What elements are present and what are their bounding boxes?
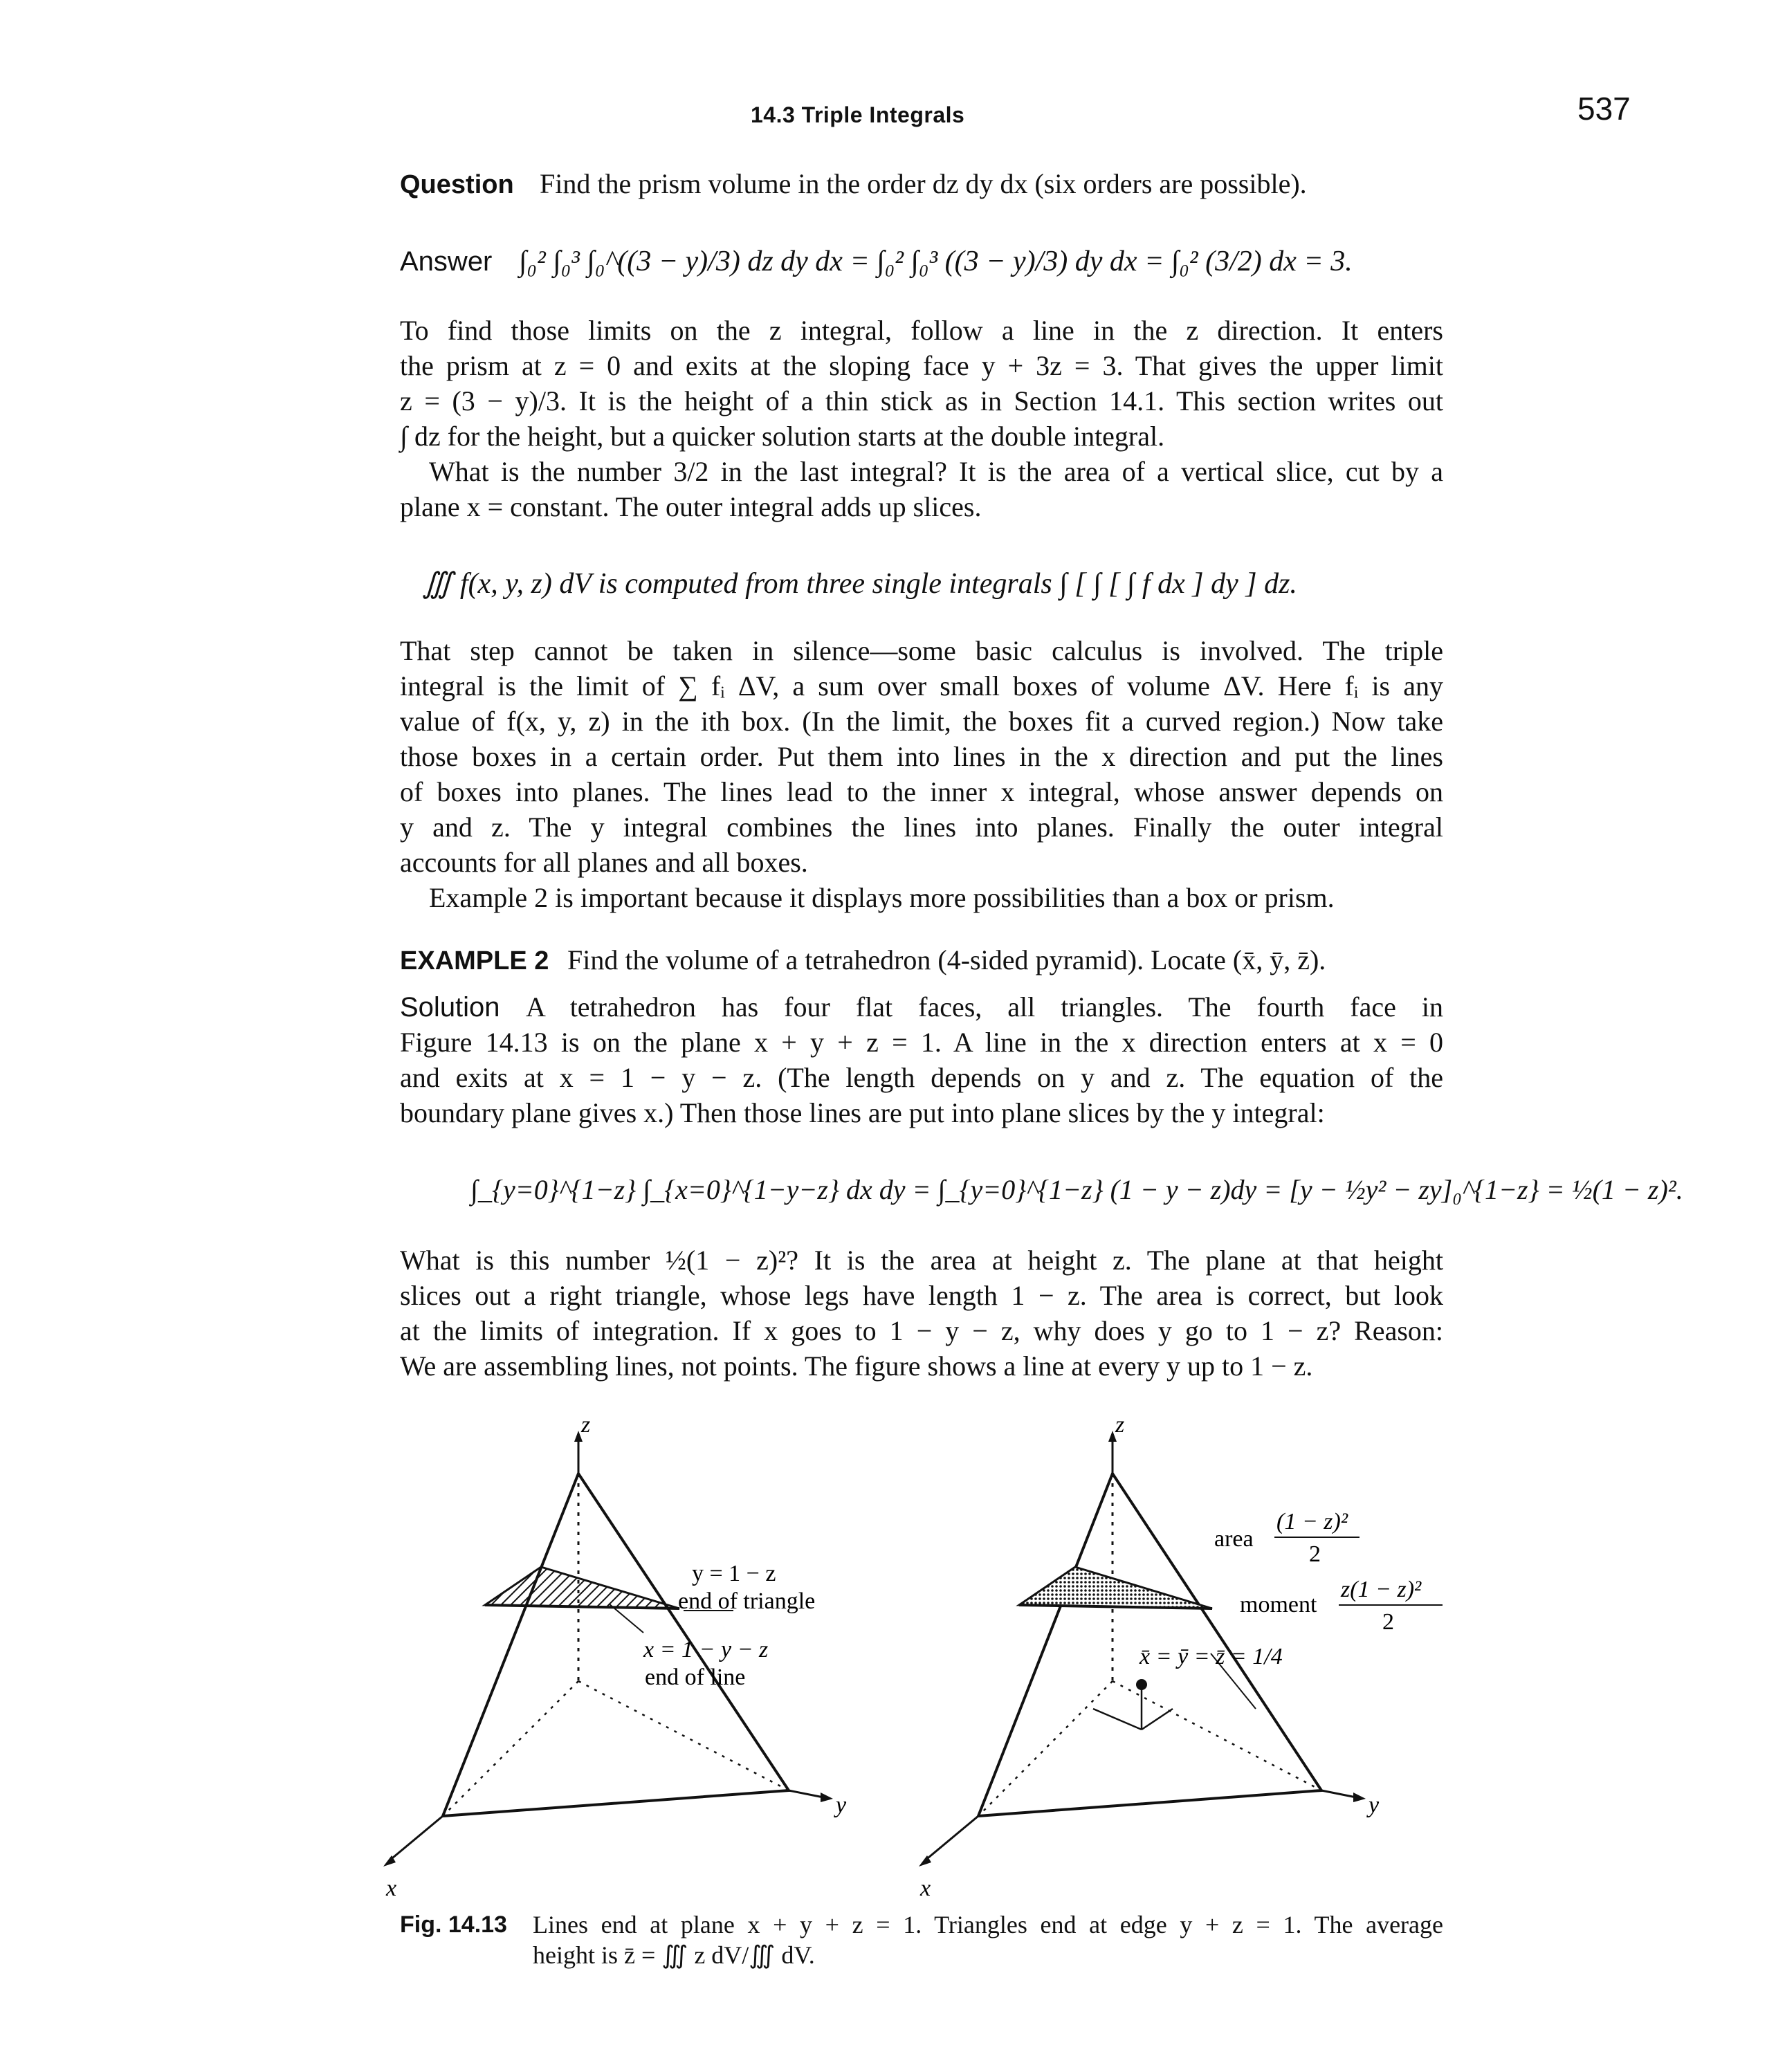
right-moment-num: z(1 − z)² xyxy=(1341,1577,1422,1602)
figure-caption-label: Fig. 14.13 xyxy=(400,1911,507,1938)
text-line: at the limits of integration. If x goes to 1 − y − z, why does y go to 1 − z? Reason: xyxy=(400,1315,1443,1346)
right-y-arrow xyxy=(1353,1793,1366,1802)
text-line: That step cannot be taken in silence—some basic calculus is involved. The triple xyxy=(400,635,1443,666)
paragraph-example-intro: Example 2 is important because it displays more possibilities than a box or prism. xyxy=(429,882,1335,913)
figure-14-13 xyxy=(374,1418,1481,1896)
left-label-z: z xyxy=(581,1418,591,1438)
running-header: 14.3 Triple Integrals xyxy=(751,102,965,127)
left-y-arrow xyxy=(821,1793,833,1802)
left-hidden-x xyxy=(443,1681,578,1816)
right-x-axis xyxy=(924,1816,978,1861)
text-line: accounts for all planes and all boxes. xyxy=(400,847,808,878)
left-y-axis xyxy=(789,1790,823,1797)
right-tetrahedron xyxy=(919,1418,1443,1896)
text-line: those boxes in a certain order. Put them into lines in the x direction and put the lines xyxy=(400,741,1443,772)
display-equation: ∭ f(x, y, z) dV is computed from three single integrals ∫ [ ∫ [ ∫ f dx ] dy ] dz. xyxy=(422,568,1297,600)
left-triangle-slice xyxy=(485,1567,679,1608)
example-label: EXAMPLE 2 xyxy=(400,946,549,975)
solution-label: Solution xyxy=(400,992,500,1023)
text-line: y and z. The y integral combines the lines into planes. Finally the outer integral xyxy=(400,812,1443,843)
question-label: Question xyxy=(400,170,514,199)
right-area-word: area xyxy=(1214,1526,1254,1552)
text-line: integral is the limit of ∑ fᵢ ΔV, a sum over small boxes of volume ΔV. Here fᵢ is any xyxy=(400,670,1443,702)
question-text: Find the prism volume in the order dz dy dx (six orders are possible). xyxy=(540,168,1307,199)
paragraph-area xyxy=(400,1243,1443,1384)
text-line: the prism at z = 0 and exits at the sloping face y + 3z = 3. That gives the upper limit xyxy=(400,350,1443,381)
left-label-x: x xyxy=(386,1876,397,1896)
caption-line: Lines end at plane x + y + z = 1. Triangles end at edge y + z = 1. The average xyxy=(533,1911,1443,1938)
left-label-y: y xyxy=(836,1793,847,1818)
paragraph-limits xyxy=(400,313,1443,454)
left-label-1a: y = 1 − z xyxy=(692,1561,776,1586)
paragraph-slice xyxy=(400,454,1443,524)
text-line: plane x = constant. The outer integral adds up slices. xyxy=(400,491,982,522)
caption-line: height is z̄ = ∭ z dV/∭ dV. xyxy=(533,1941,815,1969)
right-area-num: (1 − z)² xyxy=(1276,1509,1348,1534)
left-x-axis xyxy=(389,1816,443,1861)
centroid-leg-2 xyxy=(1142,1709,1173,1730)
text-line: We are assembling lines, not points. The figure shows a line at every y up to 1 − z. xyxy=(400,1350,1313,1382)
left-label-2b: end of line xyxy=(645,1665,746,1690)
right-area-den: 2 xyxy=(1309,1541,1321,1567)
solution-equation: ∫_{y=0}^{1−z} ∫_{x=0}^{1−y−z} dx dy = ∫_{y=0}^{1−z} (1 − y − z)dy = [y − ½y² − zy]₀^{1−z} = ½(1 − z)². xyxy=(470,1174,1683,1205)
right-hidden-y xyxy=(1113,1681,1321,1790)
text-line: boundary plane gives x.) Then those lines are put into plane slices by the y integral: xyxy=(400,1097,1325,1128)
left-tetrahedron xyxy=(383,1418,847,1896)
text-line: slices out a right triangle, whose legs have length 1 − z. The area is correct, but look xyxy=(400,1280,1443,1311)
text-line: of boxes into planes. The lines lead to the inner x integral, whose answer depends on xyxy=(400,776,1443,807)
right-label-x: x xyxy=(920,1876,931,1896)
left-label-2a: x = 1 − y − z xyxy=(643,1637,769,1662)
text-line: ∫ dz for the height, but a quicker solution starts at the double integral. xyxy=(400,421,1165,452)
example-text: Find the volume of a tetrahedron (4-sided pyramid). Locate (x̄, ȳ, z̄). xyxy=(567,944,1326,975)
text-line: What is this number ½(1 − z)²? It is the area at height z. The plane at that height xyxy=(400,1245,1443,1276)
text-line: value of f(x, y, z) in the ith box. (In the limit, the boxes fit a curved region.) Now take xyxy=(400,706,1443,737)
right-hidden-x xyxy=(978,1681,1113,1816)
text-line: To find those limits on the z integral, follow a line in the z direction. It enters xyxy=(400,315,1443,346)
right-y-axis xyxy=(1321,1790,1356,1797)
text-line: Figure 14.13 is on the plane x + y + z = 1. A line in the x direction enters at x = 0 xyxy=(400,1027,1443,1058)
text-line: z = (3 − y)/3. It is the height of a thin stick as in Section 14.1. This section writes out xyxy=(400,385,1443,416)
solution-paragraph xyxy=(400,989,1443,1130)
left-hidden-y xyxy=(578,1681,789,1790)
centroid-leg-1 xyxy=(1093,1709,1142,1730)
paragraph-silence xyxy=(400,633,1443,880)
right-moment-word: moment xyxy=(1240,1592,1317,1617)
page-number: 537 xyxy=(1577,91,1631,127)
text-line: What is the number 3/2 in the last integral? It is the area of a vertical slice, cut by a xyxy=(429,456,1443,487)
right-label-y: y xyxy=(1368,1793,1380,1818)
answer-label: Answer xyxy=(400,246,493,277)
right-centroid-label: x̄ = ȳ = z̄ = 1/4 xyxy=(1139,1644,1283,1669)
text-line: and exits at x = 1 − y − z. (The length depends on y and z. The equation of the xyxy=(400,1062,1443,1093)
figure-caption xyxy=(533,1909,1443,1970)
left-label-1b: end of triangle xyxy=(678,1588,816,1614)
right-label-z: z xyxy=(1115,1418,1125,1438)
right-moment-den: 2 xyxy=(1382,1609,1394,1635)
right-triangle-slice xyxy=(1019,1567,1212,1608)
answer-equation: ∫₀² ∫₀³ ∫₀^((3 − y)/3) dz dy dx = ∫₀² ∫₀³ ((3 − y)/3) dy dx = ∫₀² (3/2) dx = 3. xyxy=(519,246,1353,277)
text-line: A tetrahedron has four flat faces, all triangles. The fourth face in xyxy=(526,991,1443,1023)
